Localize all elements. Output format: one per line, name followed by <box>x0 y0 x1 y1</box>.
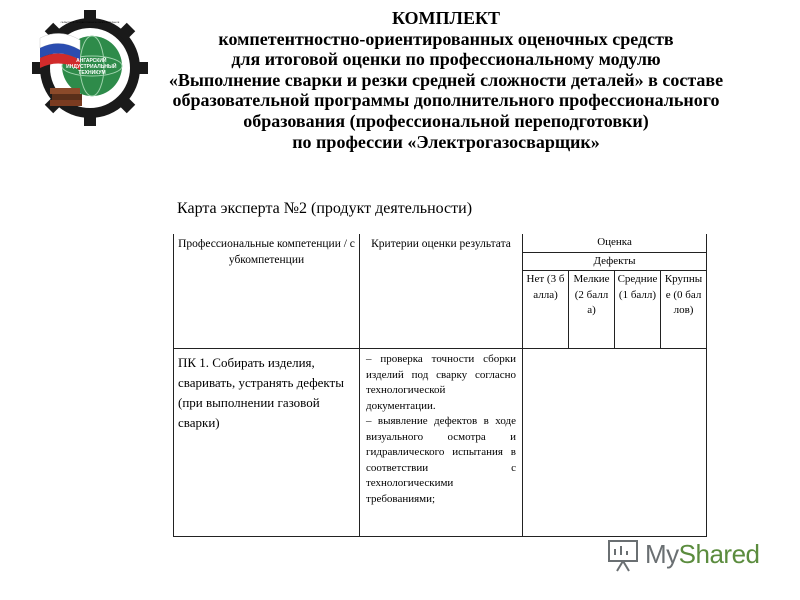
header-criteria: Критерии оценки результата <box>360 234 523 349</box>
logo-text-main: АНГАРСКИЙ ИНДУСТРИАЛЬНЫЙ ТЕХНИКУМ <box>66 58 117 76</box>
defect-level-none: Нет (3 балла) <box>523 271 569 349</box>
defect-level-medium: Средние (1 балл) <box>615 271 661 349</box>
title-line: компетентностно-ориентированных оценочных средств <box>218 28 674 49</box>
card-title: Карта эксперта №2 (продукт деятельности) <box>177 200 473 217</box>
title-line: для итоговой оценки по профессиональному модулю <box>231 49 661 70</box>
watermark-text: MyShared <box>645 539 760 569</box>
expert-table <box>173 234 707 537</box>
document-title <box>140 8 752 152</box>
score-cell[interactable] <box>523 349 707 537</box>
title-line: образовательной программы дополнительного профессионального <box>172 90 720 111</box>
header-score: Оценка <box>523 234 707 252</box>
criteria-item: – проверка точности сборки изделий под сварку согласно технологической документации. <box>366 353 516 412</box>
logo-text-top: ОБЛАСТНОЕ ГОСУДАРСТВЕННОЕ ОБРАЗОВАТЕЛЬНОЕ <box>60 22 120 24</box>
competence-cell: ПК 1. Собирать изделия, сваривать, устранять дефекты (при выполнении газовой сварки) <box>174 349 360 537</box>
criteria-cell <box>360 349 523 537</box>
defect-level-minor: Мелкие (2 балла) <box>569 271 615 349</box>
title-line: образования (профессиональной переподготовки) <box>243 110 649 131</box>
college-logo <box>30 8 150 128</box>
title-line: по профессии «Электрогазосварщик» <box>292 131 600 152</box>
defect-level-major: Крупные (0 баллов) <box>661 271 707 349</box>
title-line: «Выполнение сварки и резки средней сложности деталей» в составе <box>168 69 724 90</box>
presentation-icon <box>609 541 637 571</box>
table-row <box>174 349 707 537</box>
title-line: КОМПЛЕКТ <box>391 8 501 28</box>
header-defects: Дефекты <box>523 252 707 271</box>
header-competence: Профессиональные компетенции / субкомпетенции <box>174 234 360 349</box>
criteria-item: – выявление дефектов в ходе визуального осмотра и гидравлического испытания в соответствии с технологическими требованиями; <box>366 415 516 505</box>
